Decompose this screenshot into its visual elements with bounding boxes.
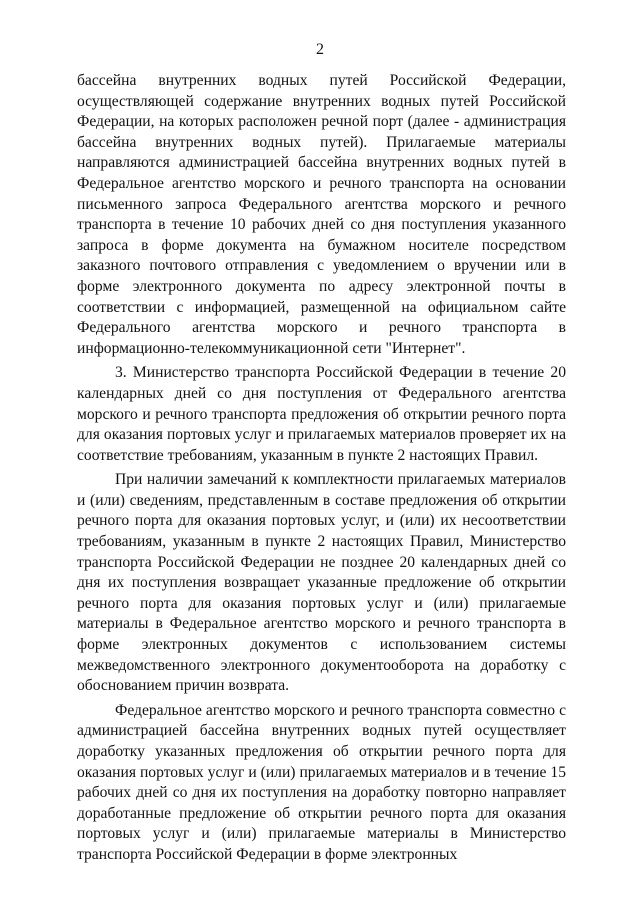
paragraph-remarks: При наличии замечаний к комплектности прилагаемых материалов и (или) сведениям, представленным в составе предложения об открытии речного порта для оказания портовых услуг, и (или) их несоответствии требованиям, указанным в пункте 2 настоящих Правил, Министерство транспорта Российской Федерации не позднее 20 календарных дней со дня их поступления возвращает указанные предложение об открытии речного порта для оказания портовых услуг и (или) прилагаемые материалы в Федеральное агентство морского и речного транспорта в форме электронных документов с использованием системы межведомственного электронного документооборота на доработку с обоснованием причин возврата. xyxy=(77,471,566,695)
paragraph-continuation: бассейна внутренних водных путей Российской Федерации, осуществляющей содержание внутренних водных путей Российской Федерации, на которых расположен речной порт (далее - администрация бассейна внутренних водных путей). Прилагаемые материалы направляются администрацией бассейна внутренних водных путей в Федеральное агентство морского и речного транспорта на основании письменного запроса Федерального агентства морского и речного транспорта в течение 10 рабочих дней со дня поступления указанного запроса в форме документа на бумажном носителе посредством заказного почтового отправления с уведомлением о вручении или в форме электронного документа по адресу электронной почты в соответствии с информацией, размещенной на официальном сайте Федерального агентства морского и речного транспорта в информационно-телекоммуникационной сети "Интернет". xyxy=(77,72,566,357)
page-number: 2 xyxy=(316,41,324,58)
document-body xyxy=(77,71,566,866)
paragraph-revision: Федеральное агентство морского и речного транспорта совместно с администрацией бассейна внутренних водных путей осуществляет доработку указанных предложения об открытии речного порта для оказания портовых услуг и (или) прилагаемых материалов и в течение 15 рабочих дней со дня их поступления на доработку повторно направляет доработанные предложение об открытии речного порта для оказания портовых услуг и (или) прилагаемые материалы в Министерство транспорта Российской Федерации в форме электронных xyxy=(77,701,566,863)
paragraph-item-3: 3. Министерство транспорта Российской Федерации в течение 20 календарных дней со дня поступления от Федерального агентства морского и речного транспорта предложения об открытии речного порта для оказания портовых услуг и прилагаемых материалов проверяет их на соответствие требованиям, указанным в пункте 2 настоящих Правил. xyxy=(77,364,566,464)
